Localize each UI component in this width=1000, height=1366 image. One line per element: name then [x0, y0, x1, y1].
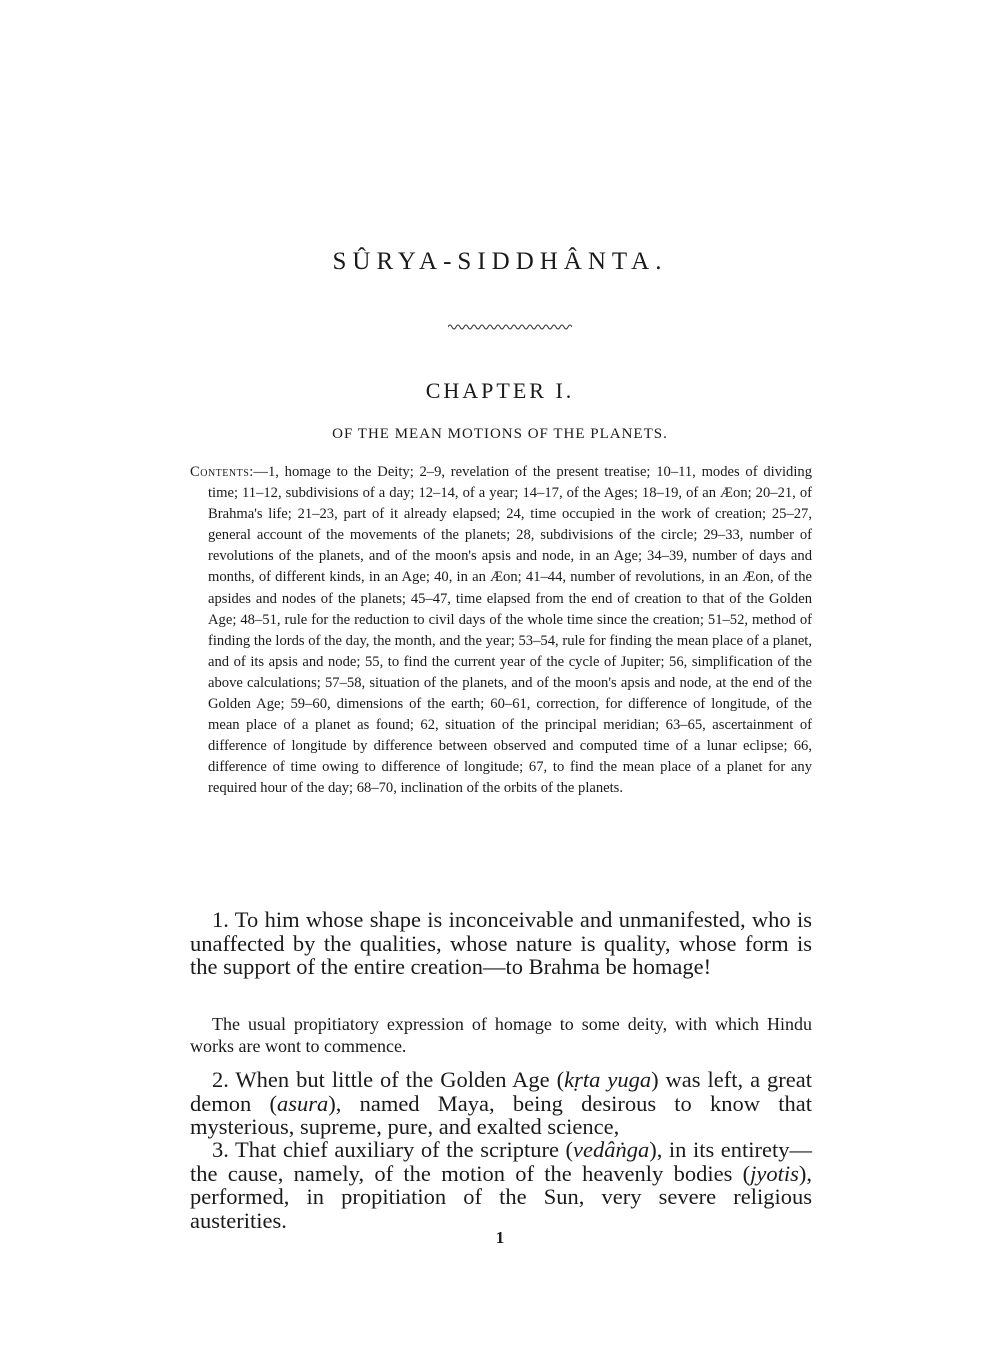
verse-2-term-krta-yuga: kṛta yuga	[564, 1067, 652, 1092]
verse-2-part-b: ) was left, a great demon (	[190, 1067, 813, 1116]
verse-3-part-b: ), in its entirety—the cause, namely, of the motion of the heavenly bodies (	[190, 1137, 812, 1186]
contents-text: :—1, homage to the Deity; 2–9, revelation of the present treatise; 10–11, modes of dividing time; 11–12, subdivisions of a day; 12–14, of a year; 14–17, of the Ages; 18–19, of an Æon; 20–21, of Brahma's life; 21–23, part of it already elapsed; 24, time occupied in the work of creation; 25–27, general account of the movements of the planets; 28, subdivisions of the circle; 29–33, number of revolutions of the planets, and of the moon's apsis and node, in an Age; 34–39, number of days and months, of different kinds, in an Age; 40, in an Æon; 41–44, number of revolutions, in an Æon, of the apsides and nodes of the planets; 45–47, time elapsed from the end of creation to that of the Golden Age; 48–51, rule for the reduction to civil days of the whole time since the creation; 51–52, method of finding the lords of the day, the month, and the year; 53–54, rule for finding the mean place of a planet, and of its apsis and node; 55, to find the current year of the cycle of Jupiter; 56, simplification of the above calculations; 57–58, situation of the planets, and of the moon's apsis and node, at the end of the Golden Age; 59–60, dimensions of the earth; 60–61, correction, for difference of longitude, of the mean place of a planet as found; 62, situation of the principal meridian; 63–65, ascertainment of difference of longitude by difference between observed and computed time of a lunar eclipse; 66, difference of time owing to difference of longitude; 67, to find the mean place of a planet for any required hour of the day; 68–70, inclination of the orbits of the planets.	[208, 464, 812, 797]
chapter-heading: CHAPTER I.	[425, 378, 575, 403]
chapter-contents	[190, 462, 812, 800]
page-number: 1	[495, 1228, 505, 1247]
chapter-subtitle: OF THE MEAN MOTIONS OF THE PLANETS.	[332, 426, 668, 442]
verse-3-term-vedanga: vedâṅga	[572, 1137, 650, 1162]
verse-2-part-c: ), named Maya, being desirous to know that mysterious, supreme, pure, and exalted science,	[190, 1090, 812, 1139]
verse-3-part-c: ), performed, in propitiation of the Sun, very severe religious austerities.	[190, 1160, 812, 1233]
verse-3	[190, 1138, 812, 1232]
verse-2-part-a: 2. When but little of the Golden Age (	[212, 1067, 565, 1092]
contents-label: Contents	[190, 464, 250, 480]
verse-2	[190, 1068, 812, 1139]
verse-3-term-jyotis: jyotis	[750, 1160, 799, 1186]
book-title: SÛRYA-SIDDHÂNTA.	[332, 248, 668, 275]
wavy-rule-ornament	[448, 322, 572, 332]
verse-2-term-asura: asura	[276, 1090, 329, 1116]
verse-1: 1. To him whose shape is inconceivable and unmanifested, who is unaffected by the qualities, whose nature is quality, whose form is the support of the entire creation—to Brahma be homage!	[190, 907, 812, 979]
commentary-1: The usual propitiatory expression of homage to some deity, with which Hindu works are wont to commence.	[190, 1014, 812, 1056]
verse-3-part-a: 3. That chief auxiliary of the scripture (	[212, 1137, 573, 1162]
